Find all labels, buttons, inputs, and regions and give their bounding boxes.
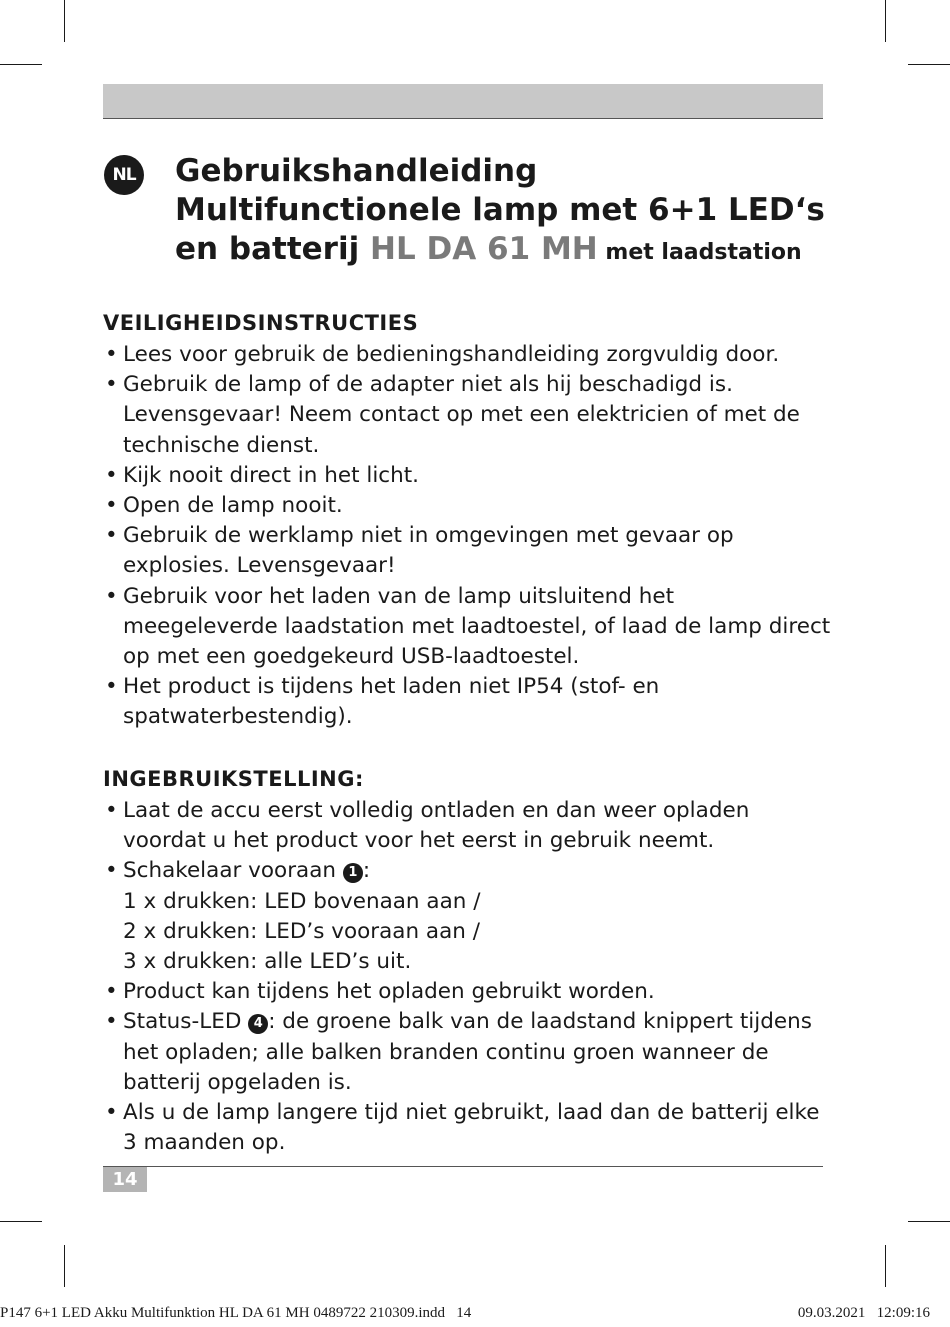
switch-mode-3: 3 x drukken: alle LED’s uit. <box>123 949 412 975</box>
page-number: 14 <box>103 1167 147 1192</box>
callout-number-1: 1 <box>343 863 363 883</box>
safety-heading: VEILIGHEIDSINSTRUCTIES <box>103 311 419 335</box>
status-led-text: : de groene balk van de laadstand knippert tijdens het opladen; alle balken branden continu groen wanneer de batterij opgeladen is. <box>123 1009 812 1095</box>
list-item: • Product kan tijdens het opladen gebruikt worden. <box>103 977 833 1007</box>
print-slug-filename: P147 6+1 LED Akku Multifunktion HL DA 61 MH 0489722 210309.indd 14 <box>0 1305 472 1321</box>
safety-list <box>103 340 833 733</box>
crop-mark <box>64 1245 65 1287</box>
model-number: HL DA 61 MH <box>370 231 598 267</box>
crop-mark <box>885 0 886 42</box>
list-item: • Laat de accu eerst volledig ontladen en dan weer opladen voordat u het product voor het eerst in gebruik neemt. <box>103 796 833 856</box>
list-item: • Kijk nooit direct in het licht. <box>103 461 833 491</box>
startup-list <box>103 796 833 1158</box>
switch-mode-2: 2 x drukken: LED’s vooraan aan / <box>123 918 480 944</box>
startup-heading: INGEBRUIKSTELLING: <box>103 767 364 791</box>
callout-number-4: 4 <box>248 1014 268 1034</box>
switch-colon: : <box>362 858 371 884</box>
crop-mark <box>0 1221 42 1222</box>
footer-rule <box>103 1166 823 1167</box>
list-item <box>103 1007 833 1098</box>
status-led-label: Status-LED <box>123 1009 249 1035</box>
list-item: • Lees voor gebruik de bedieningshandleiding zorgvuldig door. <box>103 340 833 370</box>
list-item: • Als u de lamp langere tijd niet gebruikt, laad dan de batterij elke 3 maanden op. <box>103 1098 833 1158</box>
title-subtitle: met laadstation <box>597 240 802 265</box>
print-slug-datetime: 09.03.2021 12:09:16 <box>797 1305 930 1321</box>
crop-mark <box>885 1245 886 1287</box>
header-bar <box>103 84 823 119</box>
crop-mark <box>64 0 65 42</box>
title-line-1: Gebruikshandleiding <box>175 153 538 189</box>
list-item: • Gebruik voor het laden van de lamp uitsluitend het meegeleverde laadstation met laadtoestel, of laad de lamp direct op met een goedgekeurd USB-laadtoestel. <box>103 582 833 673</box>
title-line-3-text: en batterij <box>175 231 370 267</box>
list-item: • Gebruik de lamp of de adapter niet als hij beschadigd is. Levensgevaar! Neem contact op met een elektricien of met de technische dienst. <box>103 370 833 461</box>
switch-mode-1: 1 x drukken: LED bovenaan aan / <box>123 888 481 914</box>
list-item <box>103 856 833 977</box>
list-item: • Gebruik de werklamp niet in omgevingen met gevaar op explosies. Levensgevaar! <box>103 521 833 581</box>
language-badge: NL <box>104 155 144 195</box>
switch-label: Schakelaar vooraan <box>123 858 343 884</box>
title-line-2: Multifunctionele lamp met 6+1 LED‘s <box>175 192 825 228</box>
crop-mark <box>0 64 42 65</box>
list-item: • Het product is tijdens het laden niet IP54 (stof- en spatwaterbestendig). <box>103 672 833 732</box>
crop-mark <box>908 64 950 65</box>
page-title <box>175 152 825 272</box>
title-line-3 <box>175 230 825 272</box>
list-item: • Open de lamp nooit. <box>103 491 833 521</box>
crop-mark <box>908 1221 950 1222</box>
